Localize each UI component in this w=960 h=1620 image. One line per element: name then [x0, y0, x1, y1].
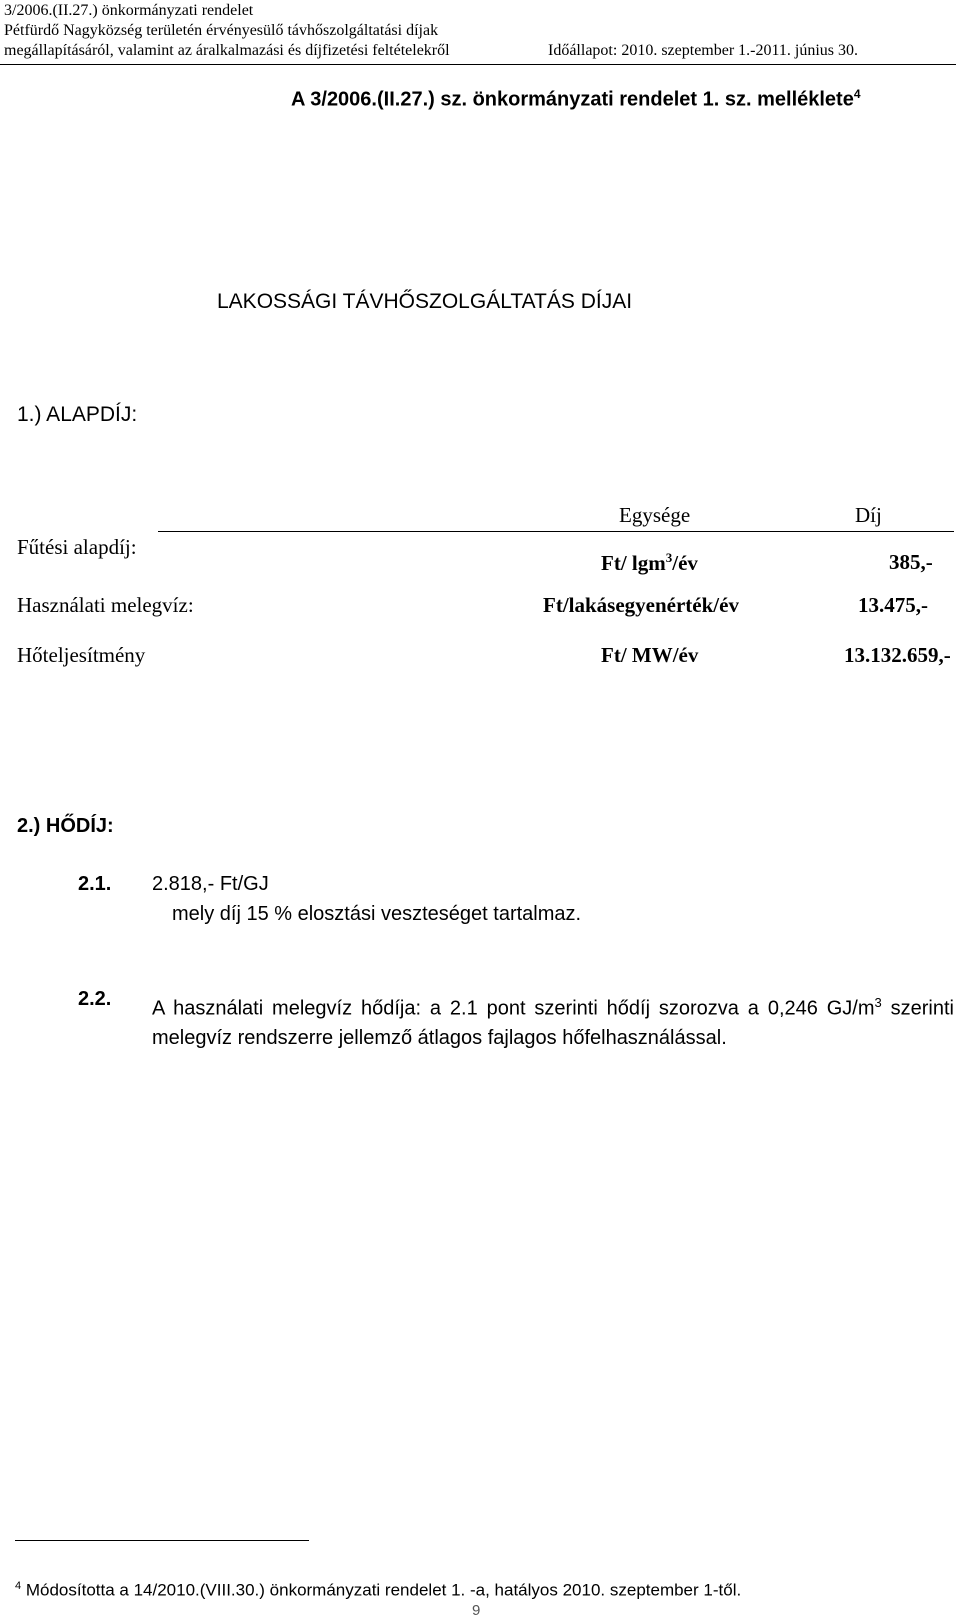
- paragraph-2-2-text: [152, 988, 954, 1053]
- footnote-text: Módosította a 14/2010.(VIII.30.) önkormányzati rendelet 1. -a, hatályos 2010. szeptember 1-től.: [21, 1580, 742, 1600]
- footnote-number: 4: [15, 1580, 22, 1592]
- row-unit-heating-post: /év: [672, 551, 698, 575]
- paragraph-2-2-number: 2.2.: [78, 988, 112, 1010]
- header-divider: [0, 64, 956, 65]
- table-header-rule: [158, 531, 954, 532]
- section2-heading: 2.) HŐDÍJ:: [17, 815, 114, 837]
- paragraph-2-1-note: mely díj 15 % elosztási veszteséget tartalmaz.: [172, 903, 582, 925]
- paragraph-2-2-pre: A használati melegvíz hődíja: a 2.1 pont szerinti hődíj szorozva a 0,246 GJ/m: [152, 997, 875, 1020]
- paragraph-2-1-price: 2.818,- Ft/GJ: [152, 873, 269, 895]
- annex-footnote-ref: 4: [853, 87, 861, 101]
- row-unit-heating: [601, 550, 698, 576]
- header-line-1: 3/2006.(II.27.) önkormányzati rendelet: [4, 2, 254, 19]
- page-number: 9: [472, 1602, 481, 1619]
- section1-heading: 1.) ALAPDÍJ:: [17, 403, 138, 426]
- row-value-hot-water: 13.475,-: [858, 593, 928, 617]
- row-unit-heat-capacity: Ft/ MW/év: [601, 643, 699, 667]
- header-line-3: megállapításáról, valamint az áralkalmazási és díjfizetési feltételekről: [4, 42, 450, 59]
- row-value-heat-capacity: 13.132.659,-: [844, 643, 951, 667]
- annex-title: [291, 87, 861, 112]
- footnote: [15, 1580, 741, 1601]
- footnote-divider: [15, 1540, 309, 1541]
- row-unit-heating-sup: 3: [665, 550, 673, 565]
- row-label-heat-capacity: Hőteljesítmény: [17, 643, 146, 667]
- header-status: Időállapot: 2010. szeptember 1.-2011. június 30.: [548, 42, 859, 59]
- row-unit-heating-pre: Ft/ lgm: [601, 551, 666, 575]
- column-fee-header: Díj: [855, 503, 882, 527]
- column-unit-header: Egysége: [619, 503, 691, 527]
- paragraph-2-2-sup: 3: [874, 995, 882, 1010]
- row-value-heating: 385,-: [889, 550, 933, 574]
- row-label-hot-water: Használati melegvíz:: [17, 593, 194, 617]
- row-unit-hot-water: Ft/lakásegyenérték/év: [543, 593, 739, 617]
- document-title: LAKOSSÁGI TÁVHŐSZOLGÁLTATÁS DÍJAI: [217, 290, 633, 313]
- row-label-heating: Fűtési alapdíj:: [17, 535, 137, 559]
- header-line-2: Pétfürdő Nagyközség területén érvényesülő távhőszolgáltatási díjak: [4, 22, 439, 39]
- annex-text: A 3/2006.(II.27.) sz. önkormányzati rendelet 1. sz. melléklete: [291, 88, 854, 111]
- paragraph-2-2-post: szerinti melegvíz rendszerre jellemző átlagos fajlagos hőfelhasználással.: [152, 997, 954, 1049]
- paragraph-2-1-number: 2.1.: [78, 873, 112, 895]
